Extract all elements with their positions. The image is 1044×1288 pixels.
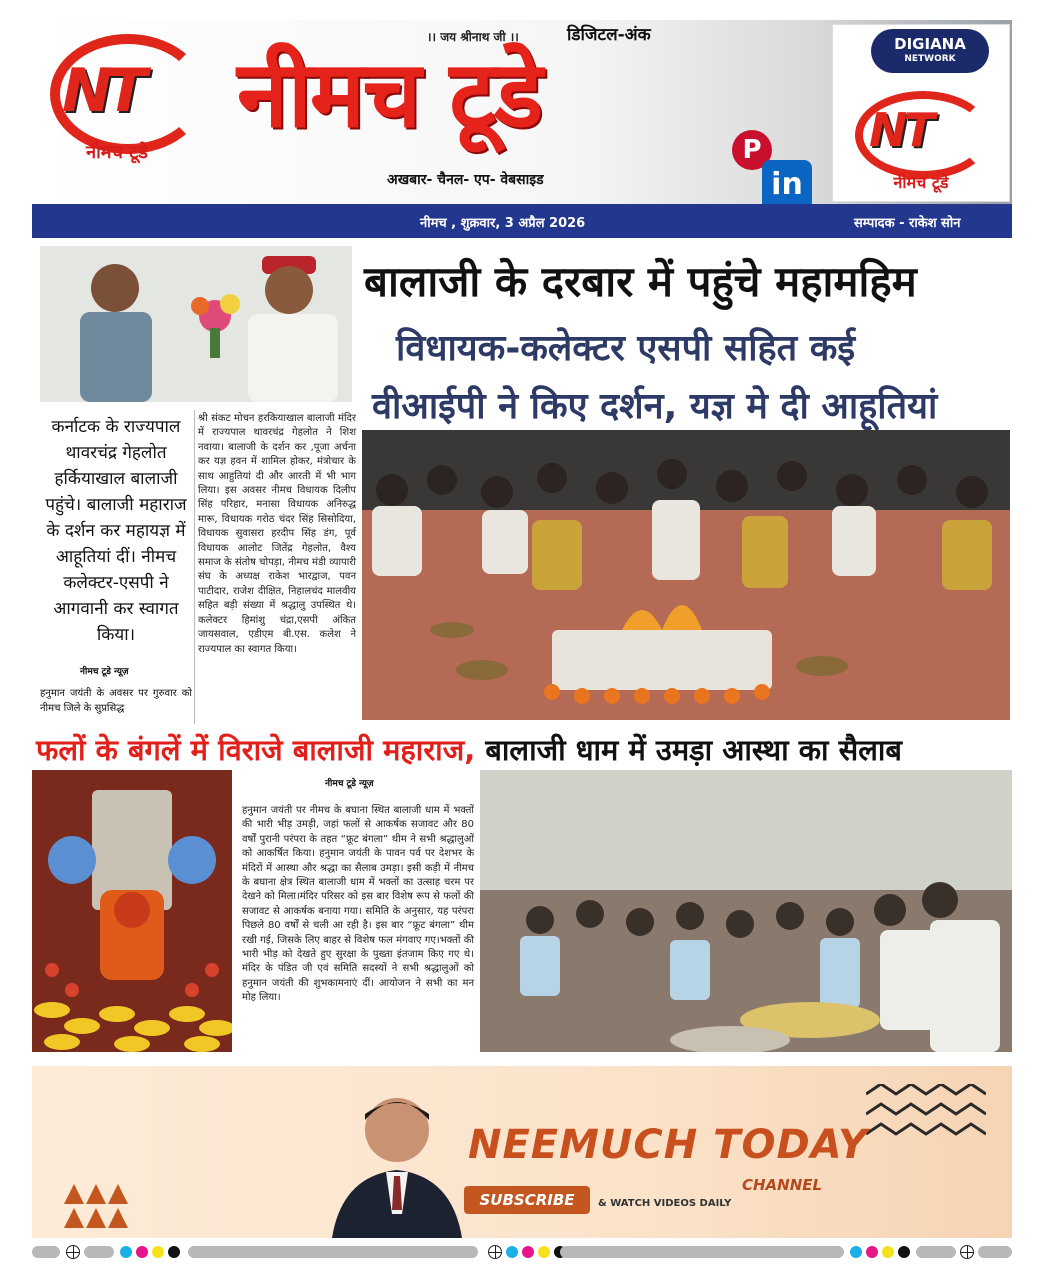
network-logo-box (832, 24, 1010, 202)
governor-photo (40, 246, 352, 402)
gray-strip-bar (560, 1246, 844, 1258)
network-logo-caption: नीमच टूडे (893, 173, 949, 192)
pinterest-icon: P (732, 130, 772, 170)
devotees-crowd-photo (480, 770, 1012, 1052)
network-sub: NETWORK (904, 54, 956, 64)
channel-label: CHANNEL (742, 1176, 823, 1194)
network-logo-letters: NT (869, 103, 931, 157)
channel-promo-banner[interactable] (32, 1066, 1012, 1238)
magenta-dot-icon (866, 1246, 878, 1258)
gray-strip-bar (32, 1246, 60, 1258)
story1-intro: हनुमान जयंती के अवसर पर गुरुवार को नीमच जिले के सुप्रसिद्ध (40, 688, 192, 714)
network-brand: DIGIANA (894, 35, 966, 53)
black-dot-icon (168, 1246, 180, 1258)
logo-letters: NT (62, 56, 142, 126)
registration-mark-icon (66, 1245, 80, 1259)
editor-credit: सम्पादक - राकेश सोन (854, 216, 961, 231)
fruit-bungalow-deity-photo (32, 770, 232, 1052)
digital-edition-label: डिजिटल-अंक (567, 25, 651, 45)
newspaper-logo (32, 20, 222, 204)
subscribe-button[interactable]: SUBSCRIBE (464, 1186, 590, 1214)
linkedin-icon: in (762, 160, 812, 204)
cyan-dot-icon (850, 1246, 862, 1258)
story1-body: श्री संकट मोचन हरकियाखाल बालाजी मंदिर में राज्यपाल थावरचंद्र गेहलोत ने शिश नवाया। बालाजी के दर्शन कर ,पूजा अर्चना कर यज्ञ हवन में शामिल होकर, मंत्रोचार के साथ आहुतियां दी और आरती में भी भाग लिया। इस अवसर नीमच विधायक दिलीप सिंह परिहार, मनासा विधायक अनिरुद्ध मारू, विधायक गरोठ चंदर सिंह सिसोदिया, विधायक सुवासरा हरदीप सिंह डंग, पूर्व विधायक आलोट जितेंद्र गेहलोत, वैश्य समाज के संतोष चोपड़ा, नीमच मंडी व्यापारी संघ के अध्यक्ष राकेश भारद्वाज, पवन पाटीदार, राजेश दीक्षित, निहालचंद मालवीय सहित बड़ी संख्या में श्रद्धालु उपस्थित थे। कलेक्टर हिमांशु चंद्रा,एसपी अंकित जायसवाल, एडीएम बी.एस. कलेश ने राज्यपाल का स्वागत किया। (198, 413, 356, 655)
newspaper-tagline: अखबार- चैनल- एप- वेबसाइड (387, 172, 544, 188)
presenter-photo (322, 1084, 472, 1238)
magenta-dot-icon (522, 1246, 534, 1258)
date-bar (32, 204, 1012, 238)
story1-subhead-2: वीआईपी ने किए दर्शन, यज्ञ मे दी आहूतियां (372, 386, 938, 427)
story1-byline: नीमच टूडे न्यूज़ (80, 667, 129, 677)
cyan-dot-icon (506, 1246, 518, 1258)
blessing-text: ।। जय श्रीनाथ जी ।। (427, 30, 519, 44)
black-dot-icon (898, 1246, 910, 1258)
yagya-ceremony-photo (362, 430, 1010, 720)
masthead (32, 20, 1012, 204)
story2-headline-dark: बालाजी धाम में उमड़ा आस्था का सैलाब (475, 733, 902, 767)
yellow-dot-icon (882, 1246, 894, 1258)
zigzag-decoration-icon (866, 1084, 986, 1154)
registration-mark-icon (488, 1245, 502, 1259)
yellow-dot-icon (538, 1246, 550, 1258)
column-divider (194, 410, 195, 724)
watch-videos-text: & WATCH VIDEOS DAILY (598, 1198, 732, 1209)
story2-headline (36, 730, 902, 769)
story2-headline-red: फलों के बंगलें में विराजे बालाजी महाराज, (36, 733, 476, 767)
story1-subhead-1: विधायक-कलेक्टर एसपी सहित कई (396, 328, 856, 369)
channel-title: NEEMUCH TODAY (468, 1122, 868, 1168)
gray-strip-bar (978, 1246, 1012, 1258)
triangle-decoration-icon (64, 1184, 128, 1228)
gray-strip-bar (84, 1246, 114, 1258)
cyan-dot-icon (120, 1246, 132, 1258)
edition-date: नीमच , शुक्रवार, 3 अप्रैल 2026 (420, 216, 586, 231)
story2-body: हनुमान जयंती पर नीमच के बघाना स्थित बालाजी धाम में भक्तों की भारी भीड़ उमड़ी, जहां फलों से आकर्षक सजावट और 80 वर्षों पुरानी परंपरा के तहत “फ्रूट बंगला” थीम ने सभी श्रद्धालुओं को आकर्षित किया। हनुमान जयंती के पावन पर्व पर देशभर के मंदिरों में आस्था और श्रद्धा का सैलाब उमड़ा। इसी कड़ी में नीमच के बघाना क्षेत्र स्थित बालाजी धाम में भक्तों का उत्साह चरम पर देखने को मिला।मंदिर परिसर को इस बार विशेष रूप से फलों की सजावट से आकर्षक बनाया गया। समिति के अनुसार, यह परंपरा पिछले 80 वर्षों से चली आ रही है। इस बार “फ्रूट बंगला” थीम रखी गई, जिसके लिए बाहर से विशेष फल मंगवाए गए।भक्तों की भारी भीड़ को देखते हुए सुरक्षा के पुख्ता इंतजाम किए गए थे। मंदिर के पंडित जी एवं समिति सदस्यों ने सभी श्रद्धालुओं को हनुमान जयंती की शुभकामनाएं दीं। आयोजन ने सभी का मन मोह लिया। (242, 805, 474, 1004)
gray-strip-bar (188, 1246, 478, 1258)
newspaper-title: नीमच टूडे (237, 41, 541, 148)
digiana-badge (871, 29, 989, 73)
magenta-dot-icon (136, 1246, 148, 1258)
yellow-dot-icon (152, 1246, 164, 1258)
story1-headline: बालाजी के दरबार में पहुंचे महामहिम (364, 257, 917, 306)
registration-mark-icon (960, 1245, 974, 1259)
story1-lede: कर्नाटक के राज्यपाल थावरचंद्र गेहलोत हर्कियाखाल बालाजी पहुंचे। बालाजी महाराज के दर्शन कर महायज्ञ में आहूतियां दीं। नीमच कलेक्टर-एसपी ने आगवानी कर स्वागत किया। (45, 417, 187, 645)
gray-strip-bar (916, 1246, 956, 1258)
story2-byline: नीमच टूडे न्यूज़ (325, 779, 374, 789)
logo-caption: नीमच टूडे (86, 142, 148, 163)
printer-registration-strip (32, 1246, 1012, 1260)
